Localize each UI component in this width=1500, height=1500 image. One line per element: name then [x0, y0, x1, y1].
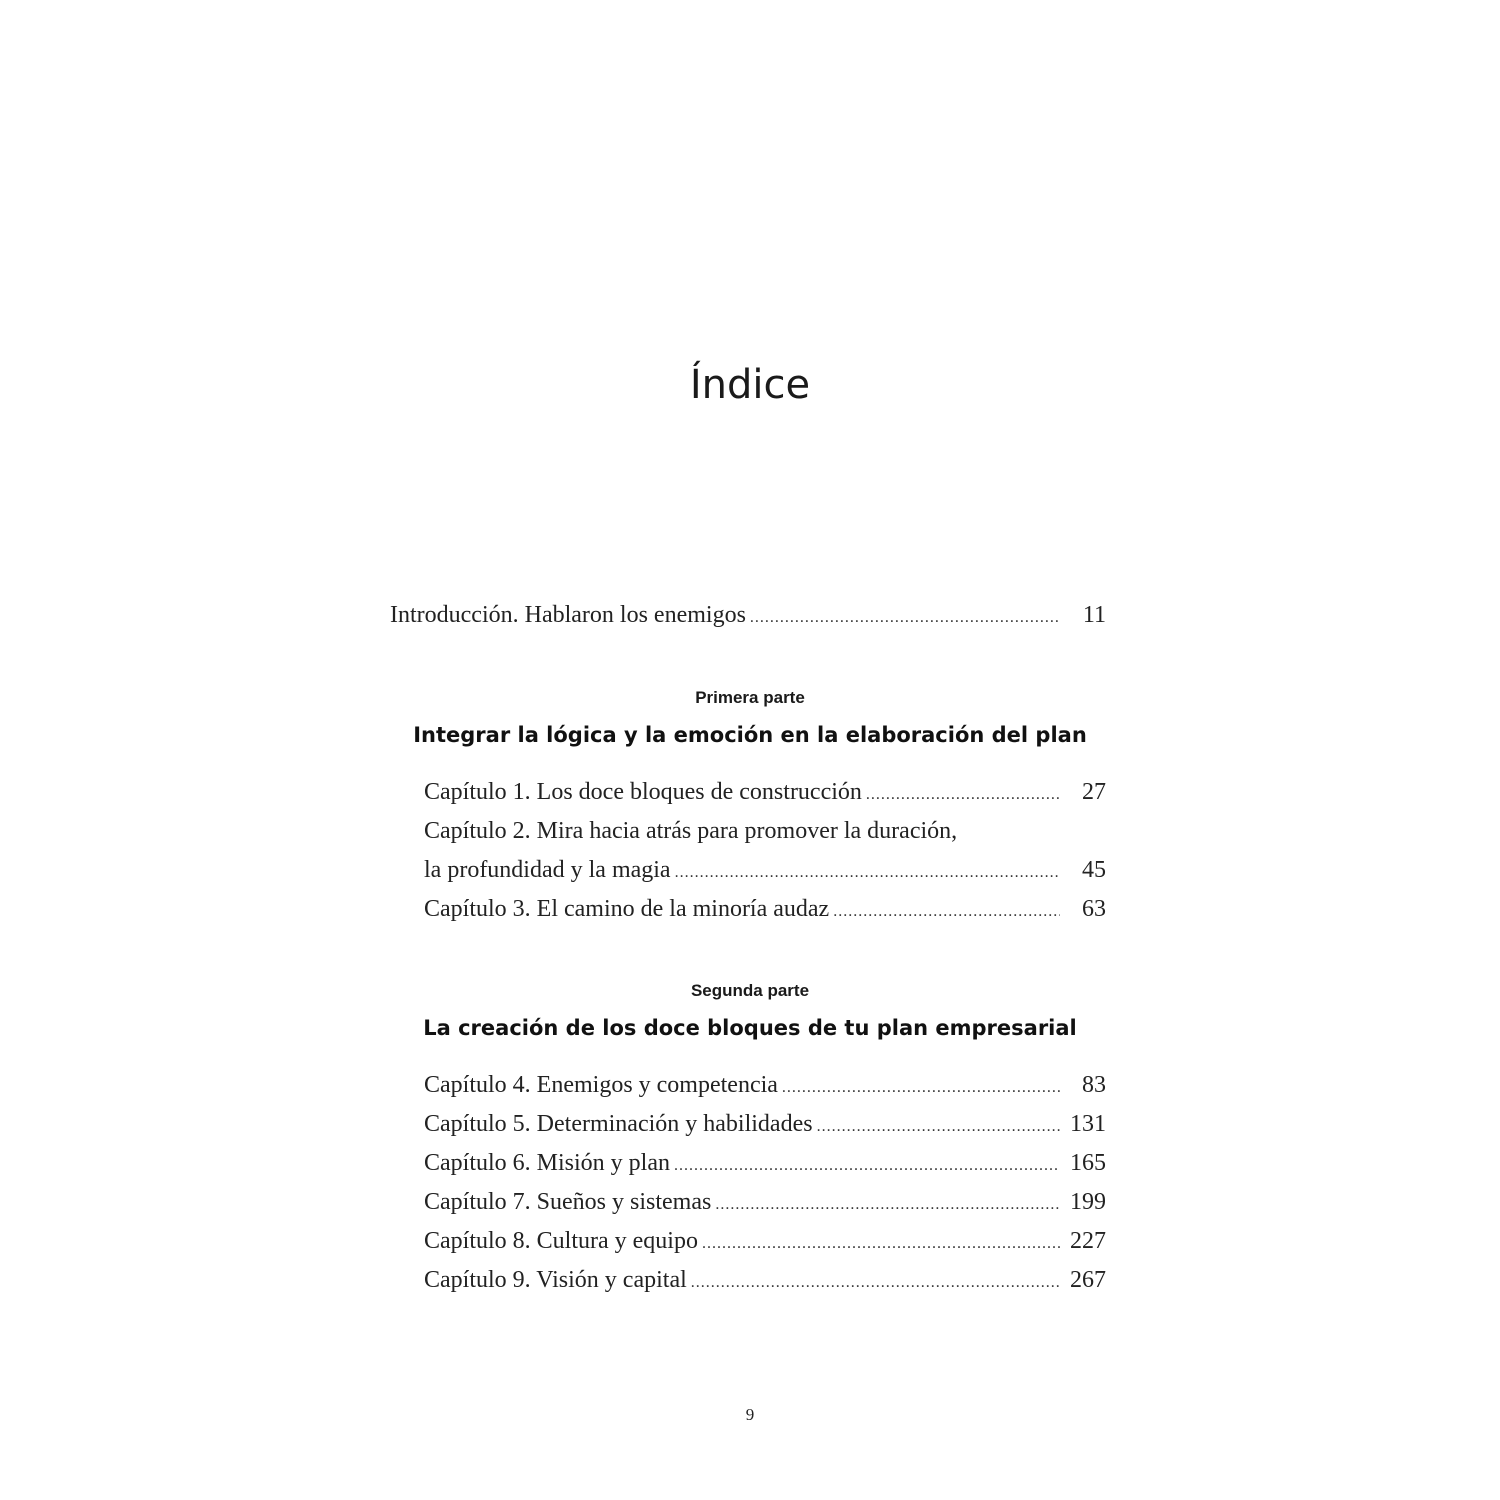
toc-entry-page: 63 — [1082, 896, 1106, 922]
dot-leader — [691, 1274, 1060, 1292]
toc-entry-page: 267 — [1070, 1267, 1106, 1293]
toc-entry-page: 199 — [1070, 1189, 1106, 1215]
toc-entry-label: Capítulo 5. Determinación y habilidades — [424, 1111, 813, 1137]
dot-leader — [715, 1196, 1060, 1214]
dot-leader — [782, 1079, 1060, 1097]
toc-entry-chapter-8 — [424, 1228, 1106, 1255]
toc-entry-chapter-2-line1: Capítulo 2. Mira hacia atrás para promover la duración, — [424, 818, 958, 844]
toc-entry-chapter-2 — [424, 857, 1106, 884]
part-label: Primera parte — [695, 688, 805, 707]
toc-entry-page: 11 — [1082, 602, 1106, 628]
toc-entry-label: la profundidad y la magia — [424, 857, 671, 883]
toc-entry-chapter-1 — [424, 779, 1106, 806]
dot-leader — [675, 864, 1060, 882]
toc-entry-label: Capítulo 6. Misión y plan — [424, 1150, 670, 1176]
part-label: Segunda parte — [690, 981, 810, 1000]
dot-leader — [817, 1118, 1060, 1136]
toc-entry-page: 45 — [1082, 857, 1106, 883]
toc-entry-page: 83 — [1082, 1072, 1106, 1098]
toc-entry-chapter-7 — [424, 1189, 1106, 1216]
toc-entry-chapter-5 — [424, 1111, 1106, 1138]
dot-leader — [750, 609, 1060, 627]
toc-entry-label: Capítulo 8. Cultura y equipo — [424, 1228, 698, 1254]
dot-leader — [674, 1157, 1060, 1175]
toc-entry-chapter-6 — [424, 1150, 1106, 1177]
toc-entry-label: Capítulo 7. Sueños y sistemas — [424, 1189, 712, 1215]
toc-entry-page: 165 — [1070, 1150, 1106, 1176]
part-title: La creación de los doce bloques de tu plan empresarial — [423, 1016, 1077, 1040]
toc-entry-label: Capítulo 9. Visión y capital — [424, 1267, 687, 1293]
toc-entry-label: Capítulo 3. El camino de la minoría audaz — [424, 896, 830, 922]
toc-entry-label: Capítulo 1. Los doce bloques de construcción — [424, 779, 862, 805]
toc-entry-page: 227 — [1070, 1228, 1106, 1254]
page-number: 9 — [745, 1405, 755, 1424]
dot-leader — [833, 903, 1060, 921]
part-title: Integrar la lógica y la emoción en la elaboración del plan — [413, 723, 1087, 747]
toc-entry-chapter-3 — [424, 896, 1106, 923]
toc-entry-page: 131 — [1070, 1111, 1106, 1137]
toc-entry-page: 27 — [1082, 779, 1106, 805]
toc-entry-chapter-4 — [424, 1072, 1106, 1099]
dot-leader — [702, 1235, 1060, 1253]
toc-entry-chapter-9 — [424, 1267, 1106, 1294]
toc-entry-label: Capítulo 4. Enemigos y competencia — [424, 1072, 778, 1098]
dot-leader — [866, 786, 1060, 804]
toc-entry-label: Introducción. Hablaron los enemigos — [390, 602, 746, 628]
toc-entry-introduction — [390, 602, 1106, 629]
page-title: Índice — [689, 362, 811, 408]
